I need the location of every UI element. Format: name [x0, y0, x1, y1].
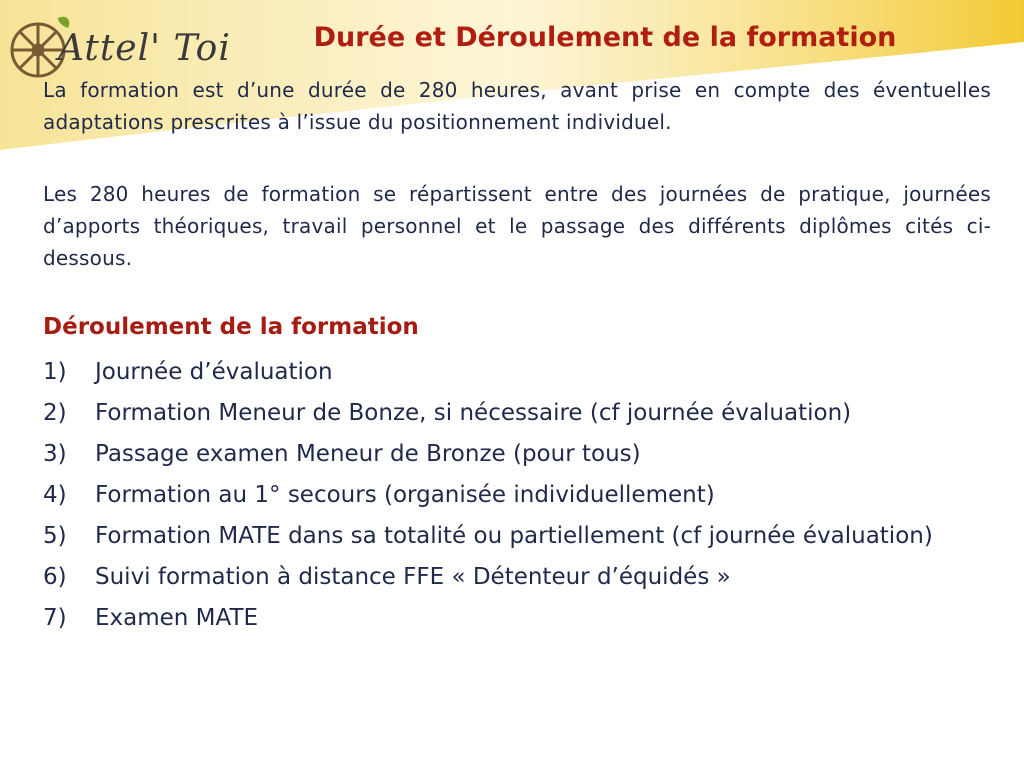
- list-item: [43, 437, 991, 472]
- list-item-text: Formation au 1° secours (organisée individuellement): [95, 482, 715, 508]
- list-item: [43, 478, 991, 513]
- logo-text: Attel' Toi: [58, 28, 231, 69]
- list-item: [43, 519, 991, 554]
- hours-paragraph: Les 280 heures de formation se répartissent entre des journées de pratique, journées d’apports théoriques, travail personnel et le passage des différents diplômes cités ci-dessous.: [43, 182, 991, 270]
- list-item-number: 1): [43, 359, 67, 385]
- list-item-number: 4): [43, 482, 67, 508]
- list-item-text: Journée d’évaluation: [95, 359, 333, 385]
- list-item-number: 3): [43, 441, 67, 467]
- list-item: [43, 355, 991, 390]
- list-item-text: Formation MATE dans sa totalité ou partiellement (cf journée évaluation): [95, 523, 933, 549]
- list-item: [43, 396, 991, 431]
- list-item-text: Examen MATE: [95, 605, 259, 631]
- slide-title: Durée et Déroulement de la formation: [313, 22, 897, 53]
- list-item: [43, 601, 991, 636]
- list-item-number: 5): [43, 523, 67, 549]
- list-item-number: 6): [43, 564, 67, 590]
- list-item-number: 7): [43, 605, 67, 631]
- list-item-number: 2): [43, 400, 67, 426]
- training-steps-list: [43, 355, 991, 642]
- section-heading: Déroulement de la formation: [43, 314, 419, 340]
- list-item: [43, 560, 991, 595]
- list-item-text: Suivi formation à distance FFE « Détenteur d’équidés »: [95, 564, 731, 590]
- list-item-text: Formation Meneur de Bonze, si nécessaire (cf journée évaluation): [95, 400, 852, 426]
- list-item-text: Passage examen Meneur de Bronze (pour tous): [95, 441, 641, 467]
- intro-paragraph: La formation est d’une durée de 280 heures, avant prise en compte des éventuelles adaptations prescrites à l’issue du positionnement individuel.: [43, 78, 991, 134]
